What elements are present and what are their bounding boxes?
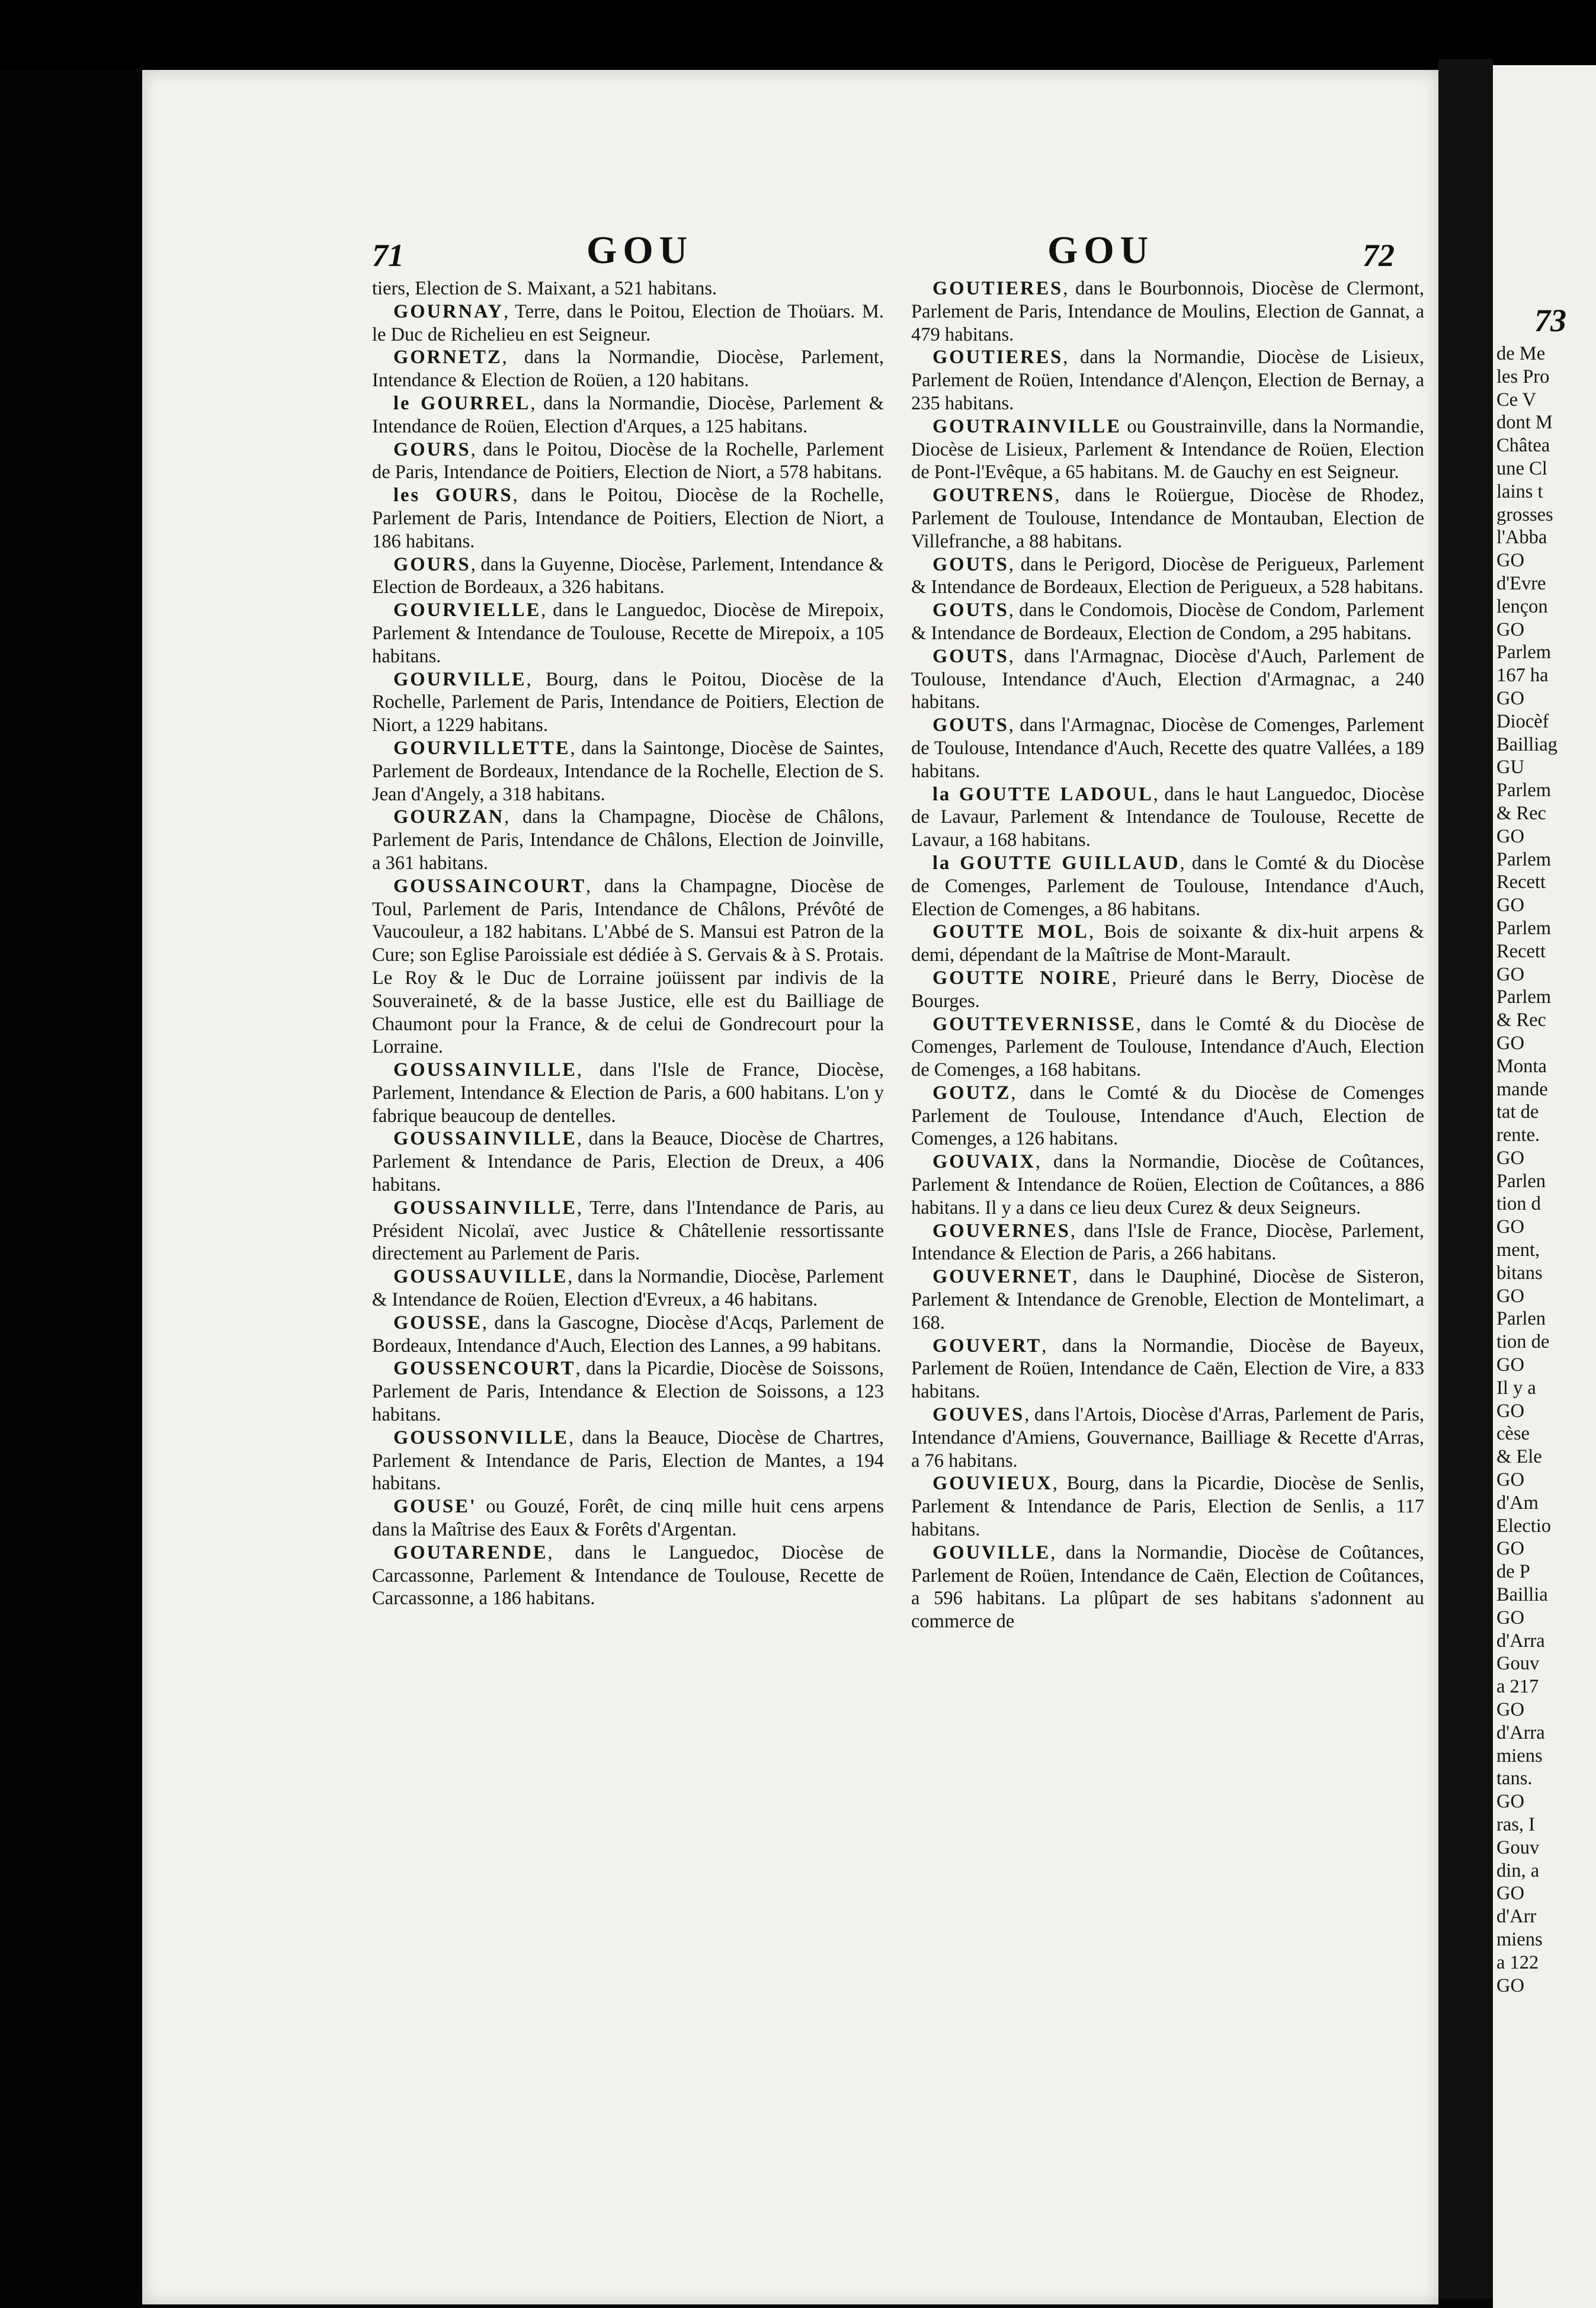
next-page-line-fragment: GO: [1496, 618, 1524, 640]
dictionary-entry: [911, 553, 1424, 600]
next-page-line-fragment: GO: [1496, 825, 1524, 847]
entry-text: , dans le Comté & du Diocèse de Comenges, Parlement de Toulouse, Intendance d'Auch, Election de Comenges, a 168 habitans.: [911, 1013, 1424, 1081]
dictionary-entry: [911, 852, 1424, 921]
next-page-line-fragment: GO: [1496, 963, 1524, 985]
next-page-line-fragment: 167 ha: [1496, 665, 1549, 687]
entry-text: , dans la Picardie, Diocèse de Soissons, Parlement de Paris, Intendance & Election de Soissons, a 123 habitans.: [372, 1358, 884, 1426]
next-page-line-fragment: Parlem: [1496, 917, 1552, 939]
next-page-line-fragment: GO: [1496, 1147, 1524, 1169]
page-gutter-shadow: [1438, 59, 1493, 2299]
entry-headword: GOUSSAINVILLE: [393, 1059, 577, 1081]
dictionary-entry: [911, 1220, 1424, 1266]
next-page-fragments: [1496, 342, 1596, 1997]
dictionary-entry: [911, 1541, 1424, 1633]
entry-text: , dans la Normandie, Diocèse, Parlement, Intendance & Election de Roüen, a 120 habitans.: [372, 347, 884, 392]
entry-headword: GOUVILLE: [932, 1541, 1051, 1563]
next-page-line-fragment: a 217: [1496, 1676, 1539, 1698]
entry-headword: la GOUTTE LADOUL: [932, 783, 1153, 805]
entry-text: , dans le Languedoc, Diocèse de Carcassonne, Parlement & Intendance de Toulouse, Recette de Carcassonne, a 186 habitans.: [372, 1541, 884, 1610]
next-page-line-fragment: GU: [1496, 756, 1524, 778]
next-page-line-fragment: l'Abba: [1496, 527, 1547, 549]
entry-text: , dans le Condomois, Diocèse de Condom, Parlement & Intendance de Bordeaux, Election de Condom, a 295 habitans.: [911, 600, 1424, 644]
dictionary-entry: [372, 875, 884, 1059]
next-page-line-fragment: GO: [1496, 895, 1524, 916]
entry-headword: GOUSSENCOURT: [393, 1358, 576, 1380]
entry-text: , dans le Languedoc, Diocèse de Mirepoix, Parlement & Intendance de Toulouse, Recette de Mirepoix, a 105 habitans.: [372, 600, 884, 667]
entry-text: , dans le Bourbonnois, Diocèse de Clermont, Parlement de Paris, Intendance de Moulins, Election de Gannat, a 479 habitans.: [911, 278, 1424, 345]
entry-text: , dans la Normandie, Diocèse de Bayeux, Parlement de Roüen, Intendance de Caën, Election de Vire, a 833 habitans.: [911, 1335, 1424, 1403]
entry-headword: GOUSSAUVILLE: [393, 1266, 568, 1288]
entry-headword: GOURS: [393, 438, 471, 460]
dictionary-entry: [372, 277, 884, 300]
next-page-line-fragment: d'Evre: [1496, 572, 1546, 594]
next-page-line-fragment: a 122: [1496, 1951, 1539, 1973]
next-page-line-fragment: de Me: [1496, 343, 1546, 364]
entry-text: , dans le haut Languedoc, Diocèse de Lavaur, Parlement & Intendance de Toulouse, Recette de Lavaur, a 168 habitans.: [911, 783, 1424, 851]
dictionary-entry: [911, 714, 1424, 783]
dictionary-entry: [372, 300, 884, 347]
next-page-line-fragment: tat de: [1496, 1101, 1539, 1123]
entry-text: , dans la Beauce, Diocèse de Chartres, Parlement & Intendance de Paris, Election de Dreux, a 406 habitans.: [372, 1128, 884, 1196]
next-page-line-fragment: Parlen: [1496, 1170, 1546, 1192]
right-page-header: GOU: [1047, 229, 1155, 272]
entry-headword: GOUVIEUX: [932, 1473, 1053, 1495]
entry-text: , dans la Normandie, Diocèse de Lisieux, Parlement de Roüen, Intendance d'Alençon, Election de Bernay, a 235 habitans.: [911, 347, 1424, 414]
next-page-line-fragment: Il y a: [1496, 1377, 1536, 1399]
entry-headword: GOUVERNET: [932, 1266, 1073, 1288]
entry-headword: GOUTS: [932, 600, 1009, 621]
next-page-line-fragment: Bailliag: [1496, 733, 1557, 755]
entry-text: , dans l'Armagnac, Diocèse d'Auch, Parlement de Toulouse, Intendance d'Auch, Election d'Armagnac, a 240 habitans.: [911, 645, 1424, 713]
entry-headword: GOUSSONVILLE: [393, 1427, 569, 1448]
next-page-line-fragment: ment,: [1496, 1239, 1540, 1261]
entry-text: , dans l'Isle de France, Diocèse, Parlement, Intendance & Election de Paris, a 266 habitans.: [911, 1220, 1424, 1265]
entry-text: , Prieuré dans le Berry, Diocèse de Bourges.: [911, 967, 1424, 1012]
entry-headword: GORNETZ: [393, 347, 502, 368]
dictionary-entry: [372, 1541, 884, 1610]
scan-border-top: [0, 0, 1596, 70]
entry-text: , dans le Perigord, Diocèse de Perigueux, Parlement & Intendance de Bordeaux, Election de Perigueux, a 528 habitans.: [911, 553, 1424, 598]
dictionary-entry: [911, 967, 1424, 1013]
dictionary-entry: [372, 1197, 884, 1265]
entry-headword: GOUSSAINVILLE: [393, 1197, 577, 1219]
entry-text: , dans la Normandie, Diocèse, Parlement & Intendance de Roüen, Election d'Arques, a 125 habitans.: [372, 392, 884, 437]
entry-headword: GOURNAY: [393, 300, 504, 322]
next-page-line-fragment: GO: [1496, 1400, 1524, 1422]
entry-headword: la GOUTTE GUILLAUD: [932, 852, 1180, 874]
entry-text: , dans la Champagne, Diocèse de Châlons, Parlement de Paris, Intendance de Châlons, Election de Joinville, a 361 habitans.: [372, 806, 884, 874]
next-page-line-fragment: & Rec: [1496, 1009, 1546, 1031]
entry-text: , dans le Comté & du Diocèse de Comenges Parlement de Toulouse, Intendance d'Auch, Election de Comenges, a 126 habitans.: [911, 1082, 1424, 1150]
entry-headword: GOUSSAINVILLE: [393, 1128, 577, 1150]
entry-text: ou Gouzé, Forêt, de cinq mille huit cens arpens dans la Maîtrise des Eaux & Forêts d'Argentan.: [372, 1496, 884, 1541]
next-page-line-fragment: grosses: [1496, 504, 1553, 525]
next-page-line-fragment: GO: [1496, 1032, 1524, 1054]
next-page-line-fragment: lains t: [1496, 480, 1543, 502]
next-page-line-fragment: Recett: [1496, 871, 1546, 893]
next-page-line-fragment: ras, I: [1496, 1814, 1535, 1835]
next-page-line-fragment: tion d: [1496, 1193, 1541, 1215]
dictionary-entry: [911, 277, 1424, 346]
next-page-line-fragment: GO: [1496, 1285, 1524, 1307]
entry-text: tiers, Election de S. Maixant, a 521 habitans.: [372, 278, 717, 299]
entry-headword: GOUTS: [932, 714, 1009, 736]
entry-text: , dans la Saintonge, Diocèse de Saintes, Parlement de Bordeaux, Intendance de la Rochelle, Election de S. Jean d'Angely, a 318 habitans.: [372, 737, 884, 805]
dictionary-entry: [372, 737, 884, 806]
next-page-line-fragment: miens: [1496, 1928, 1543, 1950]
next-page-line-fragment: cèse: [1496, 1423, 1530, 1445]
entry-text: , dans la Beauce, Diocèse de Chartres, Parlement & Intendance de Paris, Election de Mantes, a 194 habitans.: [372, 1427, 884, 1495]
dictionary-entry: [372, 1495, 884, 1541]
dictionary-entry: [372, 553, 884, 600]
next-page-line-fragment: & Ele: [1496, 1446, 1542, 1468]
next-page-line-fragment: Monta: [1496, 1055, 1547, 1077]
entry-headword: GOURVILLETTE: [393, 737, 571, 759]
next-page-line-fragment: GO: [1496, 687, 1524, 709]
dictionary-entry: [372, 1357, 884, 1426]
next-page-line-fragment: Châtea: [1496, 435, 1550, 457]
dictionary-entry: [911, 415, 1424, 484]
next-page-line-fragment: Electio: [1496, 1515, 1552, 1537]
entry-text: ou Goustrainville, dans la Normandie, Diocèse de Lisieux, Parlement & Intendance de Roüen, Election de Pont-l'Evêque, a 65 habitans. M. de Gauchy en est Seigneur.: [911, 415, 1424, 483]
entry-headword: GOUTRENS: [932, 485, 1055, 507]
entry-headword: les GOURS: [393, 485, 513, 507]
next-page-line-fragment: GO: [1496, 1791, 1524, 1813]
next-page-line-fragment: Ce V: [1496, 389, 1537, 411]
next-page-line-fragment: Diocèf: [1496, 710, 1549, 732]
dictionary-entry: [911, 645, 1424, 714]
next-page-line-fragment: & Rec: [1496, 802, 1546, 824]
left-page-header: GOU: [587, 229, 694, 272]
entry-headword: GOURVILLE: [393, 668, 527, 690]
entry-headword: GOUTS: [932, 553, 1009, 575]
entry-headword: GOUVAIX: [932, 1151, 1036, 1173]
dictionary-entry: [911, 1403, 1424, 1472]
next-page-line-fragment: Parlem: [1496, 848, 1552, 870]
entry-headword: GOUTARENDE: [393, 1541, 548, 1563]
entry-headword: GOURVIELLE: [393, 600, 541, 621]
next-page-line-fragment: GO: [1496, 1216, 1524, 1238]
next-page-line-fragment: GO: [1496, 1883, 1524, 1905]
entry-text: , dans l'Isle de France, Diocèse, Parlement, Intendance & Election de Paris, a 600 habitans. L'on y fabrique beaucoup de dentelles.: [372, 1059, 884, 1127]
next-page-line-fragment: d'Am: [1496, 1492, 1539, 1514]
next-page-line-fragment: Gouv: [1496, 1653, 1540, 1675]
entry-text: , dans l'Armagnac, Diocèse de Comenges, Parlement de Toulouse, Intendance d'Auch, Recette des quatre Vallées, a 189 habitans.: [911, 714, 1424, 782]
entry-headword: GOURZAN: [393, 806, 505, 828]
dictionary-entry: [372, 1265, 884, 1312]
dictionary-entry: [911, 484, 1424, 553]
entry-headword: GOUTIERES: [932, 347, 1063, 368]
entry-headword: GOUVERT: [932, 1335, 1042, 1357]
next-page-line-fragment: GO: [1496, 1974, 1524, 1996]
next-page-line-fragment: din, a: [1496, 1860, 1540, 1881]
dictionary-entry: [372, 346, 884, 392]
next-page-edge: [1493, 65, 1596, 2308]
entry-text: , dans le Dauphiné, Diocèse de Sisteron, Parlement & Intendance de Grenoble, Election de Montelimart, a 168.: [911, 1266, 1424, 1333]
next-page-number: 73: [1534, 303, 1566, 338]
entry-headword: GOUSSE: [393, 1312, 482, 1333]
next-page-line-fragment: GO: [1496, 1354, 1524, 1376]
dictionary-entry: [372, 1127, 884, 1196]
right-column: [911, 277, 1424, 1633]
entry-text: , dans le Poitou, Diocèse de la Rochelle, Parlement de Paris, Intendance de Poitiers, Election de Niort, a 578 habitans.: [372, 438, 884, 483]
dictionary-entry: [372, 438, 884, 485]
next-page-line-fragment: GO: [1496, 1469, 1524, 1491]
entry-headword: GOUTRAINVILLE: [932, 415, 1121, 437]
dictionary-entry: [911, 599, 1424, 645]
entry-headword: GOUTTE NOIRE: [932, 967, 1112, 989]
dictionary-entry: [911, 921, 1424, 967]
entry-text: , Bourg, dans le Poitou, Diocèse de la Rochelle, Parlement de Paris, Intendance de Poitiers, Election de Niort, a 1229 habitans.: [372, 668, 884, 736]
next-page-line-fragment: les Pro: [1496, 366, 1550, 387]
next-page-line-fragment: GO: [1496, 550, 1524, 572]
next-page-line-fragment: tans.: [1496, 1768, 1533, 1790]
left-column: [372, 277, 884, 1610]
entry-text: , dans la Guyenne, Diocèse, Parlement, Intendance & Election de Bordeaux, a 326 habitans.: [372, 553, 884, 598]
next-page-line-fragment: miens: [1496, 1745, 1543, 1767]
next-page-line-fragment: GO: [1496, 1538, 1524, 1560]
entry-headword: GOUTZ: [932, 1082, 1011, 1104]
entry-text: , Bourg, dans la Picardie, Diocèse de Senlis, Parlement & Intendance de Paris, Election de Senlis, a 117 habitans.: [911, 1473, 1424, 1541]
entry-headword: le GOURREL: [393, 392, 531, 414]
next-page-line-fragment: GO: [1496, 1607, 1524, 1629]
dictionary-entry: [911, 1150, 1424, 1219]
entry-headword: GOURS: [393, 553, 471, 575]
entry-text: , dans le Poitou, Diocèse de la Rochelle, Parlement de Paris, Intendance de Poitiers, Election de Niort, a 186 habitans.: [372, 485, 884, 552]
next-page-line-fragment: Parlen: [1496, 1308, 1546, 1330]
dictionary-entry: [911, 346, 1424, 415]
left-page-number: 71: [372, 238, 404, 273]
next-page-line-fragment: lençon: [1496, 595, 1548, 617]
entry-headword: GOUTTE MOL: [932, 921, 1089, 943]
entry-headword: GOUSSAINCOURT: [393, 875, 586, 897]
dictionary-entry: [911, 1013, 1424, 1082]
next-page-line-fragment: tion de: [1496, 1331, 1550, 1353]
entry-headword: GOUTIERES: [932, 278, 1063, 299]
dictionary-entry: [372, 392, 884, 438]
entry-headword: GOUTS: [932, 645, 1009, 667]
next-page-line-fragment: de P: [1496, 1561, 1530, 1583]
next-page-line-fragment: d'Arra: [1496, 1722, 1545, 1743]
dictionary-entry: [372, 1059, 884, 1127]
next-page-line-fragment: Parlem: [1496, 642, 1552, 663]
entry-text: , dans le Comté & du Diocèse de Comenges, Parlement de Toulouse, Intendance d'Auch, Election de Comenges, a 86 habitans.: [911, 852, 1424, 920]
dictionary-entry: [911, 783, 1424, 852]
dictionary-entry: [372, 1427, 884, 1495]
dictionary-entry: [372, 806, 884, 874]
entry-text: , dans la Normandie, Diocèse, Parlement & Intendance de Roüen, Election d'Evreux, a 46 habitans.: [372, 1266, 884, 1311]
next-page-line-fragment: mande: [1496, 1078, 1548, 1100]
entry-headword: GOUSE': [393, 1496, 477, 1518]
next-page-line-fragment: Gouv: [1496, 1836, 1540, 1858]
next-page-line-fragment: Baillia: [1496, 1584, 1548, 1606]
dictionary-entry: [372, 668, 884, 737]
entry-text: , dans le Roüergue, Diocèse de Rhodez, Parlement de Toulouse, Intendance de Montauban, Election de Villefranche, a 88 habitans.: [911, 485, 1424, 552]
next-page-line-fragment: rente.: [1496, 1124, 1540, 1146]
dictionary-entry: [372, 484, 884, 553]
dictionary-entry: [911, 1472, 1424, 1541]
right-page-number: 72: [1363, 238, 1395, 273]
entry-text: , Terre, dans le Poitou, Election de Thoüars. M. le Duc de Richelieu en est Seigneur.: [372, 300, 884, 345]
entry-text: , dans la Normandie, Diocèse de Coûtances, Parlement de Roüen, Intendance de Caën, Election de Coûtances, a 596 habitans. La plûpart de ses habitans s'adonnent au commerce de: [911, 1541, 1424, 1633]
next-page-line-fragment: dont M: [1496, 412, 1553, 434]
next-page-line-fragment: Parlem: [1496, 986, 1552, 1008]
dictionary-entry: [911, 1335, 1424, 1403]
entry-text: , dans la Normandie, Diocèse de Coûtances, Parlement & Intendance de Roüen, Election de Coûtances, a 886 habitans. Il y a dans ce lieu deux Curez & deux Seigneurs.: [911, 1151, 1424, 1219]
entry-headword: GOUTTEVERNISSE: [932, 1013, 1136, 1035]
next-page-line-fragment: d'Arra: [1496, 1630, 1545, 1652]
dictionary-entry: [911, 1265, 1424, 1334]
next-page-line-fragment: une Cl: [1496, 457, 1547, 479]
next-page-line-fragment: d'Arr: [1496, 1906, 1537, 1928]
next-page-line-fragment: Parlem: [1496, 780, 1552, 802]
entry-text: , dans la Gascogne, Diocèse d'Acqs, Parlement de Bordeaux, Intendance d'Auch, Election des Lannes, a 99 habitans.: [372, 1312, 884, 1357]
entry-text: , Bois de soixante & dix-huit arpens & demi, dépendant de la Maîtrise de Mont-Marault.: [911, 921, 1424, 966]
next-page-line-fragment: bitans: [1496, 1262, 1543, 1284]
next-page-line-fragment: Recett: [1496, 940, 1546, 962]
entry-text: , dans l'Artois, Diocèse d'Arras, Parlement de Paris, Intendance d'Amiens, Gouvernance, Bailliage & Recette d'Arras, a 76 habitans.: [911, 1404, 1424, 1472]
dictionary-entry: [372, 599, 884, 668]
entry-text: , Terre, dans l'Intendance de Paris, au Président Nicolaï, avec Justice & Châtellenie ressortissante directement au Parlement de Paris.: [372, 1197, 884, 1265]
entry-headword: GOUVERNES: [932, 1220, 1071, 1242]
entry-text: , dans la Champagne, Diocèse de Toul, Parlement de Paris, Intendance de Châlons, Prévôté de Vaucouleur, a 182 habitans. L'Abbé de S. Mansui est Patron de la Cure; son Eglise Paroissiale est dédiée à S. Gervais & à S. Protais. Le Roy & le Duc de Lorraine joüissent par indivis de la Souveraineté, & de la basse Justice, elle est du Bailliage de Chaumont pour la France, & de celui de Gondrecourt pour la Lorraine.: [372, 875, 884, 1058]
next-page-line-fragment: GO: [1496, 1699, 1524, 1721]
dictionary-entry: [372, 1312, 884, 1358]
entry-headword: GOUVES: [932, 1404, 1025, 1426]
dictionary-entry: [911, 1082, 1424, 1150]
